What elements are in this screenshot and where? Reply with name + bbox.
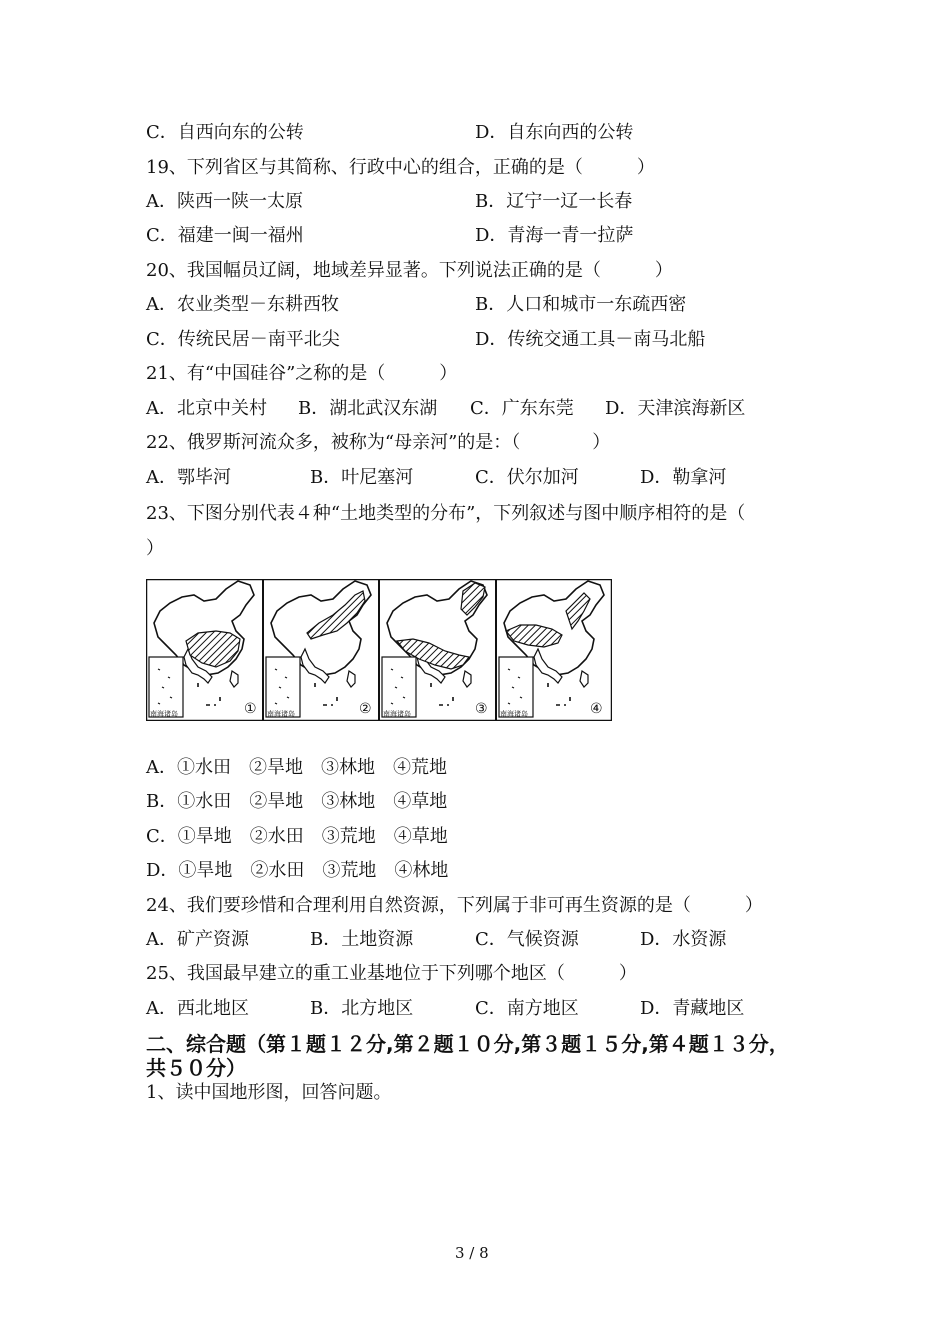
option-b: B．辽宁一辽一长春 [475, 191, 633, 212]
option-b: B．土地资源 [310, 929, 414, 950]
option-d: D．水资源 [640, 929, 727, 950]
option-c: C．①旱地 ②水田 ③荒地 ④草地 [146, 826, 448, 847]
option-b: B．人口和城市一东疏西密 [475, 294, 687, 315]
land-type-maps-figure [146, 579, 612, 721]
option-c: C．自西向东的公转 [146, 122, 304, 143]
map-number-1: ① [244, 701, 257, 717]
inset-label: 南海诸岛 [267, 710, 295, 718]
inset-label: 南海诸岛 [500, 710, 528, 718]
option-a: A．农业类型－东耕西牧 [146, 294, 339, 315]
section-2-title: 二、综合题（第１题１２分,第２题１０分,第３题１５分,第４题１３分， [146, 1032, 789, 1056]
option-d: D．青藏地区 [640, 998, 745, 1019]
question-23-stem-cont: ） [146, 538, 164, 559]
option-d: D．青海一青一拉萨 [475, 225, 634, 246]
option-b: B．湖北武汉东湖 [298, 398, 438, 419]
option-c: C．广东东莞 [470, 398, 574, 419]
option-c: C．伏尔加河 [475, 467, 579, 488]
question-20-stem: 20、我国幅员辽阔，地域差异显著。下列说法正确的是（ ） [146, 260, 673, 281]
page-number: 3 / 8 [455, 1244, 489, 1262]
question-22-stem: 22、俄罗斯河流众多，被称为“母亲河”的是：（ ） [146, 432, 611, 453]
option-d: D．天津滨海新区 [605, 398, 746, 419]
option-d: D．①旱地 ②水田 ③荒地 ④林地 [146, 860, 449, 881]
option-c: C．传统民居－南平北尖 [146, 329, 340, 350]
question-25-stem: 25、我国最早建立的重工业基地位于下列哪个地区（ ） [146, 963, 637, 984]
option-a: A．北京中关村 [146, 398, 267, 419]
option-c: C．南方地区 [475, 998, 579, 1019]
option-a: A．西北地区 [146, 998, 249, 1019]
map-number-4: ④ [590, 701, 603, 717]
option-a: A．矿产资源 [146, 929, 249, 950]
option-b: B．①水田 ②旱地 ③林地 ④草地 [146, 791, 448, 812]
map-number-3: ③ [475, 701, 488, 717]
option-b: B．叶尼塞河 [310, 467, 414, 488]
option-b: B．北方地区 [310, 998, 414, 1019]
option-d: D．勒拿河 [640, 467, 727, 488]
inset-label: 南海诸岛 [383, 710, 411, 718]
section-2-title-cont: 共５０分） [146, 1056, 246, 1080]
question-19-stem: 19、下列省区与其简称、行政中心的组合，正确的是（ ） [146, 157, 655, 178]
option-a: A．陕西一陕一太原 [146, 191, 303, 212]
map-number-2: ② [359, 701, 372, 717]
option-c: C．气候资源 [475, 929, 579, 950]
option-a: A．①水田 ②旱地 ③林地 ④荒地 [146, 757, 447, 778]
question-23-stem: 23、下图分别代表４种“土地类型的分布”，下列叙述与图中顺序相符的是（ [146, 503, 746, 524]
option-c: C．福建一闽一福州 [146, 225, 304, 246]
question-24-stem: 24、我们要珍惜和合理利用自然资源，下列属于非可再生资源的是（ ） [146, 895, 763, 916]
inset-label: 南海诸岛 [150, 710, 178, 718]
section-2-question-1: 1、读中国地形图，回答问题。 [146, 1082, 392, 1103]
question-21-stem: 21、有“中国硅谷”之称的是（ ） [146, 363, 458, 384]
option-a: A．鄂毕河 [146, 467, 231, 488]
option-d: D．自东向西的公转 [475, 122, 634, 143]
option-d: D．传统交通工具－南马北船 [475, 329, 706, 350]
